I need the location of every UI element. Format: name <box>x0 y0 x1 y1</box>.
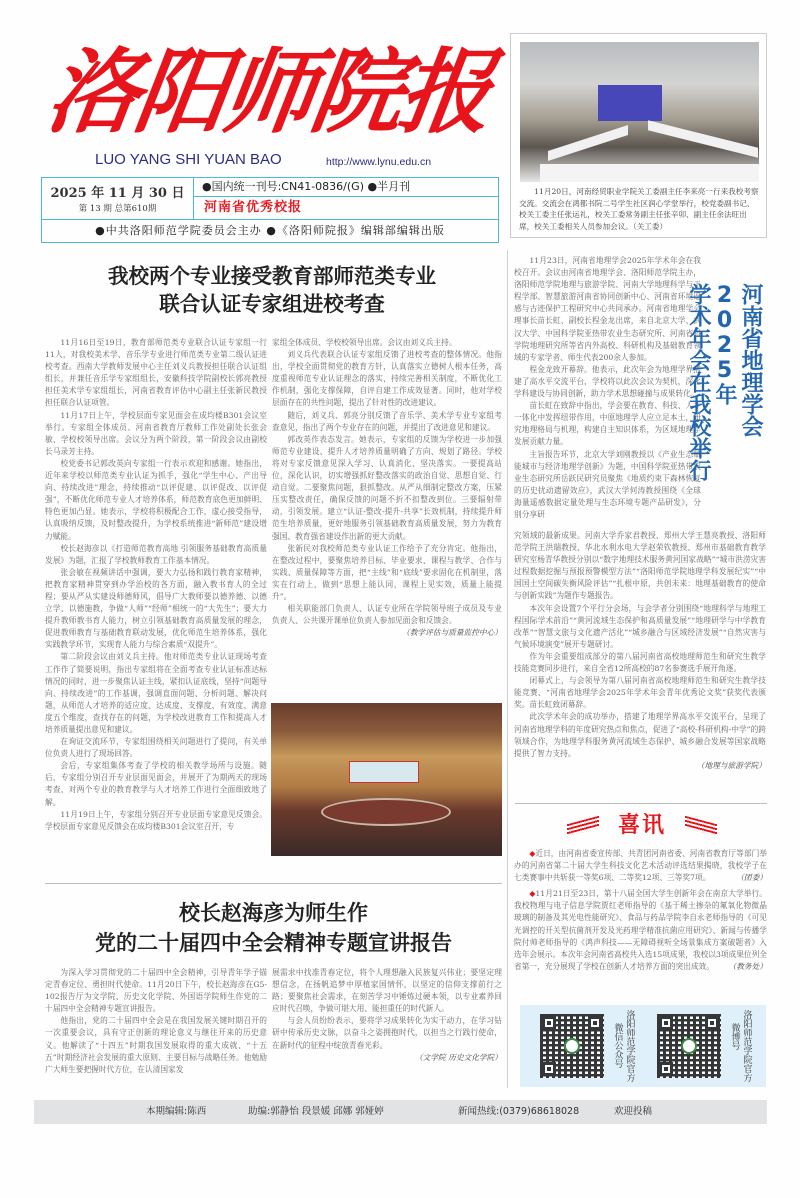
qr-label-main: 洛阳师范学院官方 <box>741 1010 752 1082</box>
organizer-info: ●中共洛阳师范学院委员会主办 ●《洛阳师院报》编辑部编辑出版 <box>95 224 445 237</box>
article-credit: （文学院 历史文化学院） <box>414 1052 502 1062</box>
headline-line: 联合认证专家组进校考查 <box>159 292 385 316</box>
column-divider <box>507 250 508 1088</box>
qr-finder <box>542 1062 556 1076</box>
article2-column-1 <box>514 255 701 528</box>
editor-credit: 本期编辑:陈西 <box>146 1106 207 1117</box>
headline-line: 我校两个专业接受教育部师范类专业 <box>108 264 436 288</box>
paragraph: 作为年会重要组成部分的第八届河南省高校地理师范生和研究生教学技能竞赛同步进行，来自全省12所高校的87名参赛选手展开角逐。 <box>514 651 766 674</box>
paragraph: 张会敏在视频讲话中强调，要大力弘扬和践行教育家精神，把教育家精神贯穿到办学治校的各方面，融入教书育人的全过程；要从严从实建设师德师风，倡导广大教师要以德养德、以德立学、以德施教，争做“人师”“经师”相统一的“大先生”；要大力提升教师教书育人能力，树立引领基础教育高质量发展的理念，促进教师教育与基础教育联动发展，优化师范生培养体系，强化实践教学环节，实现育人能力与综合素质“双提升”。 <box>45 567 267 650</box>
issue-number: 第 13 期 总第610期 <box>78 204 157 214</box>
paragraph: 11月19日上午，专家组分别召开专业层面专家意见反馈会。学校层面专家意见反馈会在成均楼B301会议室召开，专 <box>45 809 267 831</box>
paragraph: 家组全体成员、学校校领导出席。会议由刘义兵主持。 <box>272 338 457 347</box>
qr-finder <box>542 1016 556 1030</box>
qr-label-main: 洛阳师范学院官方 <box>624 1010 635 1082</box>
qr-finder <box>659 1062 673 1076</box>
paragraph: 本次年会设置7个平行分会场，与会学者分别围绕“地理科学与地理工程国际学术前沿”“黄河流域生态保护和高质量发展”“地理研学与中学教育改革”“智慧文旅与文化遗产活化”“城乡融合与区域经济发展”“自然灾害与气候环境演变”展开专题研讨。 <box>514 603 766 649</box>
paragraph: 刘义兵代表联合认证专家组反馈了进校考查的整体情况。他指出，学校全面贯彻党的教育方针，认真落实立德树人根本任务，高度重视师范专业认证理念的落实，持续完善相关制度，不断优化工作机制，强化支撑保障，自评自建工作成效显著。同时，他对学校层面存在的共性问题，提出了针对性的改进建议。 <box>272 350 502 408</box>
article3-headline[interactable] <box>45 898 502 958</box>
article2-column-2 <box>514 530 766 792</box>
paragraph: 11月17日上午，学校层面专家见面会在成均楼B301会议室举行。专家组全体成员、河南省教育厅教师工作处副处长张会敏、学校校领导出席。会议分为两个阶段，第一阶段会议由副校长马录芳主持。 <box>45 410 267 456</box>
qr-code-panel <box>520 1005 766 1087</box>
paragraph: 展需求中找准青春定位，将个人理想融入民族复兴伟业；要坚定理想信念，在扬帆追梦中厚植家国情怀，以坚定的信仰支撑前行之路；要聚焦社会需求，在刻苦学习中锤炼过硬本领，以专业素养回应时代召唤，争做可堪大用、能担重任的时代新人。 <box>272 968 502 1014</box>
meeting-photo <box>520 42 759 182</box>
headline-line: 学术年会在我校举行 <box>686 283 711 481</box>
paragraph: 郭改英作表态发言。她表示，专家组的反馈为学校进一步加强师范专业建设、提升人才培养质量明确了方向、规划了路径。学校将对专家反馈意见深入学习、认真消化、坚决落实。一要提高站位，深化认识，切实增强抓好整改落实的政治自觉、思想自觉、行动自觉。二要聚焦问题，狠抓整改。从严从细制定整改方案，压紧压实整改责任，确保反馈的问题不折不扣整改到位。三要辐射带动，引领发展。建立“认证-整改-提升-共享”长效机制，持续提升师范生培养质量，更好地服务引领基础教育高质量发展，努力为教育强国、教育强省建设作出新的更大贡献。 <box>272 434 502 541</box>
paragraph: 苗长虹在致辞中指出，学会要在教育、科技、人才一体化中发挥纽带作用，中原地理学人应立足本土，研究地理格局与机理，构建自主知识体系，为区域地理学发展贡献力量。 <box>514 401 701 447</box>
paragraph: 张新民对我校师范类专业认证工作给予了充分肯定。他指出，在整改过程中，要聚焦培养目标、毕业要求、课程与教学、合作与实践、质量保障等方面，把“主线”和“底线”要求固化在机制里，落实在行动上，做到“思想上能认同，课程上见实效，质量上能提升”。 <box>272 543 502 601</box>
news-item <box>514 848 767 884</box>
diamond-bullet-icon: ◆ <box>529 889 536 899</box>
newspaper-pinyin: LUO YANG SHI YUAN BAO <box>95 151 282 168</box>
paragraph: 主旨报告环节，北京大学刘刚教授以《产业生态赋能城市与经济地理学创新》为题，中国科学院亚热带农业生态研究所岳跃民研究员聚焦《地质约束下森林恢复的历史扰动遗留效应》，武汉大学何涛教授围绕《全球海量遥感数据定量处理与生态环境专题产品研发》，分别分享研 <box>514 449 701 519</box>
projector-screen <box>598 85 662 121</box>
diamond-bullet-icon: ◆ <box>529 849 536 858</box>
paragraph: 他指出，党的二十届四中全会是在我国发展关键时期召开的一次重要会议，具有守正创新的理论意义与继往开来的历史意义。他解读了“十四五”时期我国发展取得的重大成就、“十五五”时期经济社会发展的重大原则、主要目标与战略任务。他勉励广大师生要把握时代方位，在认清国家发 <box>45 1016 267 1074</box>
qr-label-sub: 微博号 <box>729 1023 740 1050</box>
top-photo-box <box>510 33 767 238</box>
paragraph: 随后，刘义兵、郭亮分别反馈了音乐学、美术学专业专家组考查意见，指出了两个专业存在的问题，并提出了改进意见和建议。 <box>272 410 502 432</box>
article2-headline[interactable] <box>686 283 763 533</box>
qr-label-sub: 微信公众号 <box>612 1023 623 1068</box>
article1-column-2 <box>272 337 502 672</box>
photo-caption: 11月20日，河南经贸职业学院关工委副主任李来亮一行来我校考察交流。交流会在鸿都书院二号学生社区润心学堂举行，校党委副书记、校关工委主任张运礼，校关工委常务副主任张辛卯、副主任余法旺出席，校关工委相关人员参加会议。（关工委） <box>519 187 759 231</box>
issue-info-box <box>41 177 499 243</box>
section-divider <box>515 803 767 804</box>
paragraph: 为深入学习贯彻党的二十届四中全会精神，引导青年学子锚定青春定位、勇担时代使命。11月20日下午，校长赵海彦在G5-102报告厅为文学院、历史文化学院、外国语学院师生作党的二十届四中全会精神专题宣讲报告。 <box>45 968 267 1014</box>
assistant-editors: 助编:郭静怡 段景媛 邱娜 郭娅婷 <box>248 1106 384 1117</box>
paragraph: 会后，专家组集体考查了学校的相关教学场所与设施。随后，专家组分别召开专业层面见面会，并展开了为期两天的现场考查，对两个专业的教育教学与人才培养工作进行全面细致地了解。 <box>45 761 267 807</box>
date-cell <box>42 178 194 220</box>
news-credit: （教务处） <box>728 961 767 971</box>
conference-table <box>321 798 451 826</box>
paragraph: 11月16日至19日，教育部师范类专业联合认证专家组一行11人，对我校美术学、音乐学专业进行师范类专业第二级认证进校考查。西南大学教师发展中心主任刘义兵教授担任联合认证组组长，并兼任音乐学专家组组长，安徽科技学院副校长郭亮教授担任美术学专家组组长，河南省教育评估中心副主任张新民教授担任联合认证项管。 <box>45 338 267 408</box>
article1-column-1 <box>45 337 267 877</box>
paragraph: 究领域的最新成果。河南大学乔家君教授、郑州大学王慧亮教授、洛阳师范学院王洪瑞教授、华北水利水电大学赵荣钦教授、郑州市基础教育教学研究室杨青华教授分别以“数字地理技术服务黄河国家战略”“城市洪涝灾害过程数据挖掘与预报预警模型方法”“洛阳师范学院地理学科发展纪实”“中国国土空间碳失衡风险评估”“扎根中原，共创未来：地理基础教育的使命与创新实践”为题作专题报告。 <box>514 531 766 601</box>
article-credit: （地理与旅游学院） <box>696 760 766 770</box>
issue-date: 2025 年 11 月 30 日 <box>50 186 185 201</box>
honor-title: 河南省优秀校报 <box>194 197 498 220</box>
news-text: 近日，由河南省委宣传部、共青团河南省委、河南省教育厅等部门举办的河南省第二十届大学生科技文化艺术活动评选结果揭晓，我校学子在七类赛事中共斩获一等奖6项、二等奖12项、三等奖7项。 <box>514 849 767 883</box>
headline-line: 校长赵海彦为师生作 <box>179 900 368 925</box>
article1-headline[interactable] <box>44 262 500 318</box>
newspaper-title: 洛阳师院报 <box>40 38 496 146</box>
article3-column-2 <box>272 967 502 1077</box>
paragraph: 11月23日，河南省地理学会2025年学术年会在我校召开。会议由河南省地理学会、洛阳师范学院主办，洛阳师范学院地理与旅游学院、河南大学地理科学与工程学部、智慧旅游河南省协同创新中心、河南省环境遥感与古迹保护工程研究中心共同承办。河南省地理学会理事长苗长虹、副校长程金龙出席，来自北京大学、武汉大学、中国科学院亚热带农业生态研究所、河南省科学院地理研究所等省内外高校、科研机构及基础教育领域的专家学者、师生代表200余人参加。 <box>514 256 701 362</box>
school-logo-icon <box>564 1038 580 1054</box>
paragraph: 相关职能部门负责人、认证专业所在学院领导班子成员及专业负责人、公共课开课单位负责人参加见面会和反馈会。 <box>272 604 502 626</box>
headline-line: 河南省地理学会2025年 <box>712 283 763 437</box>
news-credit: （团委） <box>736 873 767 883</box>
footer-bar <box>34 1100 767 1124</box>
good-news-list <box>514 848 767 993</box>
paragraph: 校长赵海彦以《打造师范教育高地 引领服务基础教育高质量发展》为题，汇报了学校教师教育工作基本情况。 <box>45 543 267 565</box>
qr-finder <box>705 1016 719 1030</box>
article-credit: （教学评估与质量监控中心） <box>402 628 502 638</box>
issn-info: ●国内统一刊号:CN41-0836/(G) ●半月刊 <box>194 178 498 197</box>
news-text: 11月21日至23日，第十八届全国大学生创新年会在南京大学举行。我校物理与电子信息学院贾红老师指导的《基于稀土掺杂的氟氧化物微晶玻璃的制备及其光电性能研究》、食品与药品学院李自永老师指导的《可见光调控的开关型抗菌剂开发及光药理学精准抗菌应用研究》、新闻与传播学院付帅老师指导的《鸿声科技——无障碍视听全场景集成方案破题者》入选年会展示。本次年会河南省高校共入选15项成果，我校以3项成果位列全省第一，充分展现了学校在创新人才培养方面的突出成效。 <box>514 889 767 971</box>
feedback-meeting-photo <box>271 703 502 856</box>
paragraph: 此次学术年会的成功举办，搭建了地理学界高水平交流平台，呈现了河南省地理学科的年度研究热点和焦点，促进了“高校-科研机构-中学”的跨领域合作，为地理学科服务黄河流域生态保护、城乡融合发展等国家战略提供了智力支持。 <box>514 712 766 758</box>
qr-finder <box>659 1016 673 1030</box>
article3-column-1 <box>45 967 267 1077</box>
good-news-banner: 喜讯 <box>567 812 717 840</box>
paragraph: 与会人员纷纷表示，要将学习成果转化为实干动力，在学习钻研中传承历史文脉，以奋斗之姿拥抱时代，以担当之行践行使命，在新时代的征程中绽放青春光彩。 <box>272 1016 502 1050</box>
headline-line: 党的二十届四中全会精神专题宣讲报告 <box>95 930 452 955</box>
paragraph: 第二阶段会议由刘义兵主持。他对师范类专业认证现场考查工作作了简要说明，指出专家组将在全面考查专业认证标准达标情况的同时，进一步聚焦认证主线，紧扣认证底线，坚持“问题导向、持续改进”的工作基调，强调直面问题、分析问题、解决问题，从师范人才培养的适应度、达成度、支撑度、有效度、满意度五个维度，查找存在的问题，为学校改进教育工作和提高人才培养质量提出意见和建议。 <box>45 652 267 734</box>
paragraph: 校党委书记郭改英向专家组一行表示欢迎和感谢。她指出，近年来学校以师范类专业认证为抓手，强化“学生中心、产出导向、持续改进”理念，持续推动“以评促建、以评促改、以评促强”，不断优化师范专业人才培养体系，师范教育底色更加鲜明、特色更加凸显。她表示，学校将积极配合工作，虚心接受指导，认真吸纳反馈，及时整改提升，为学校系统推进“新师范”建设增力赋能。 <box>45 458 267 541</box>
qr-finder <box>588 1016 602 1030</box>
paragraph: 在询证交流环节，专家组围绕相关问题进行了提问，有关单位负责人进行了现场回答。 <box>45 737 267 759</box>
wechat-qr-code[interactable] <box>540 1014 604 1078</box>
paragraph: 闭幕式上，与会领导为第八届河南省高校地理师范生和研究生教学技能竞赛、“河南省地理学会2025年学术年会青年优秀论文奖”获奖代表颁奖。苗长虹致闭幕辞。 <box>514 676 766 710</box>
news-item <box>514 888 767 973</box>
submission-welcome: 欢迎投稿 <box>614 1106 653 1117</box>
news-hotline: 新闻热线:(0379)68618028 <box>458 1106 580 1117</box>
table-front <box>540 164 759 182</box>
school-logo-icon <box>681 1038 697 1054</box>
table-left <box>548 125 628 161</box>
section-divider <box>45 883 502 884</box>
projector-screen <box>349 761 419 783</box>
website-link[interactable]: http://www.lynu.edu.cn <box>326 156 432 168</box>
weibo-qr-code[interactable] <box>657 1014 721 1078</box>
table-right <box>648 120 758 157</box>
paragraph: 程金龙致开幕辞。他表示，此次年会为地理学界搭建了高水平交流平台，学校将以此次会议为契机，深化学科建设与协同创新，助力学术思想碰撞与成果转化。 <box>514 364 701 399</box>
